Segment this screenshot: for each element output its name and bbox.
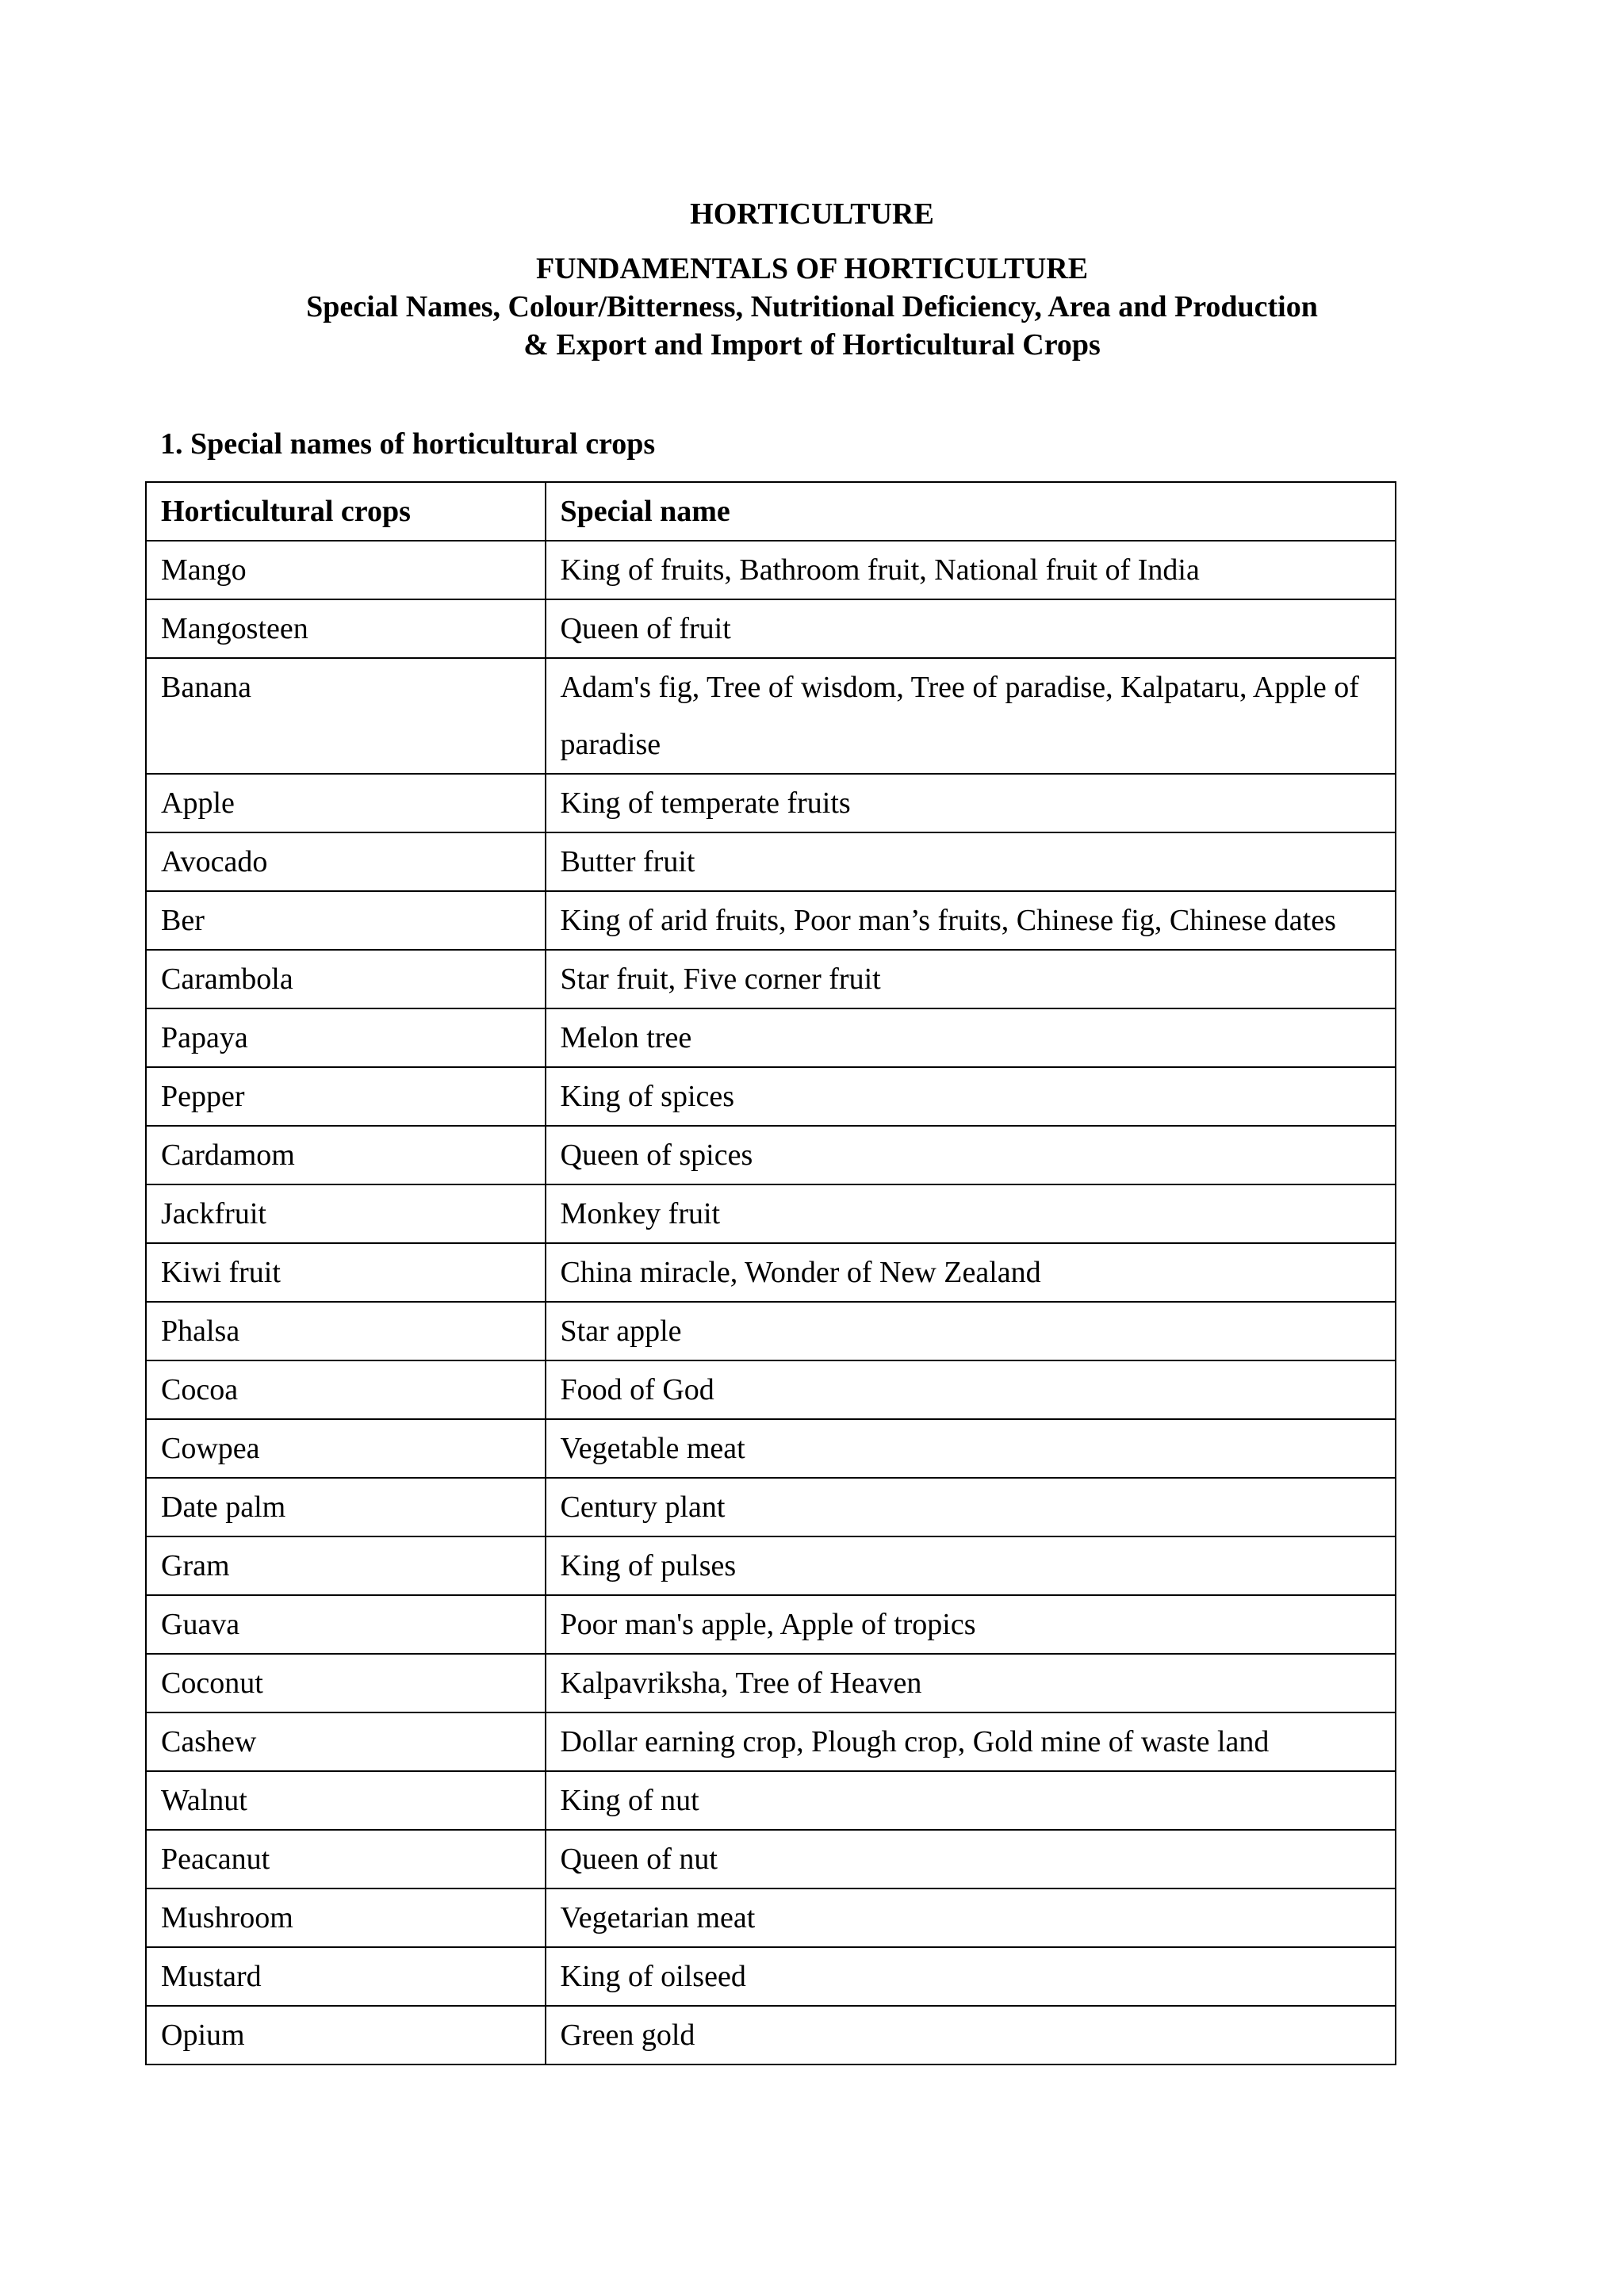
- table-row: [146, 1302, 1396, 1360]
- crop-cell: Cardamom: [146, 1126, 546, 1184]
- table-row: [146, 774, 1396, 832]
- crop-cell: Cocoa: [146, 1360, 546, 1419]
- table-row: [146, 832, 1396, 891]
- special-names-table: [145, 481, 1396, 2065]
- special-name-cell: Food of God: [546, 1360, 1396, 1419]
- table-row: [146, 1712, 1396, 1771]
- special-name-cell: Melon tree: [546, 1008, 1396, 1067]
- table-row: [146, 1360, 1396, 1419]
- table-row: [146, 1536, 1396, 1595]
- table-row: [146, 541, 1396, 599]
- special-name-cell: Butter fruit: [546, 832, 1396, 891]
- special-name-cell: Monkey fruit: [546, 1184, 1396, 1243]
- subtitle-line: & Export and Import of Horticultural Crops: [523, 328, 1101, 362]
- table-row: [146, 2006, 1396, 2064]
- crop-cell: Pepper: [146, 1067, 546, 1126]
- table-row: [146, 1595, 1396, 1654]
- special-name-cell: Vegetarian meat: [546, 1888, 1396, 1947]
- table-row: [146, 1008, 1396, 1067]
- special-name-cell: King of fruits, Bathroom fruit, National fruit of India: [546, 541, 1396, 599]
- crop-cell: Mangosteen: [146, 599, 546, 658]
- table-row: [146, 1771, 1396, 1830]
- column-header-crop: Horticultural crops: [146, 482, 546, 541]
- table-row: [146, 891, 1396, 950]
- special-name-cell: King of nut: [546, 1771, 1396, 1830]
- special-name-cell: King of pulses: [546, 1536, 1396, 1595]
- table-header-row: [146, 482, 1396, 541]
- crop-cell: Papaya: [146, 1008, 546, 1067]
- crop-cell: Cowpea: [146, 1419, 546, 1478]
- crop-cell: Mushroom: [146, 1888, 546, 1947]
- table-row: [146, 1419, 1396, 1478]
- table-row: [146, 1126, 1396, 1184]
- table-row: [146, 1243, 1396, 1302]
- table-row: [146, 1478, 1396, 1536]
- table-row: [146, 1947, 1396, 2006]
- crop-cell: Apple: [146, 774, 546, 832]
- document-title: HORTICULTURE: [690, 197, 934, 231]
- crop-cell: Ber: [146, 891, 546, 950]
- subtitle-line: FUNDAMENTALS OF HORTICULTURE: [535, 252, 1089, 285]
- special-name-cell: China miracle, Wonder of New Zealand: [546, 1243, 1396, 1302]
- crop-cell: Coconut: [146, 1654, 546, 1712]
- crop-cell: Date palm: [146, 1478, 546, 1536]
- crop-cell: Cashew: [146, 1712, 546, 1771]
- crop-cell: Opium: [146, 2006, 546, 2064]
- crop-cell: Peacanut: [146, 1830, 546, 1888]
- crop-cell: Carambola: [146, 950, 546, 1008]
- crop-cell: Mustard: [146, 1947, 546, 2006]
- table-row: [146, 1184, 1396, 1243]
- crop-cell: Jackfruit: [146, 1184, 546, 1243]
- document-subtitle: [0, 250, 1624, 364]
- table-row: [146, 658, 1396, 774]
- crop-cell: Phalsa: [146, 1302, 546, 1360]
- special-name-cell: Adam's fig, Tree of wisdom, Tree of paradise, Kalpataru, Apple of paradise: [546, 658, 1396, 774]
- special-name-cell: Queen of fruit: [546, 599, 1396, 658]
- crop-cell: Guava: [146, 1595, 546, 1654]
- crop-cell: Walnut: [146, 1771, 546, 1830]
- column-header-special-name: Special name: [546, 482, 1396, 541]
- crop-cell: Banana: [146, 658, 546, 774]
- crop-cell: Gram: [146, 1536, 546, 1595]
- special-name-cell: Star apple: [546, 1302, 1396, 1360]
- special-name-cell: King of oilseed: [546, 1947, 1396, 2006]
- special-name-cell: Queen of spices: [546, 1126, 1396, 1184]
- special-name-cell: Queen of nut: [546, 1830, 1396, 1888]
- section-heading: 1. Special names of horticultural crops: [160, 427, 656, 461]
- crop-cell: Kiwi fruit: [146, 1243, 546, 1302]
- table-row: [146, 1654, 1396, 1712]
- table-row: [146, 599, 1396, 658]
- subtitle-line: Special Names, Colour/Bitterness, Nutritional Deficiency, Area and Production: [306, 290, 1318, 323]
- table-row: [146, 1888, 1396, 1947]
- special-name-cell: Star fruit, Five corner fruit: [546, 950, 1396, 1008]
- crop-cell: Avocado: [146, 832, 546, 891]
- special-name-cell: King of arid fruits, Poor man’s fruits, Chinese fig, Chinese dates: [546, 891, 1396, 950]
- special-name-cell: Century plant: [546, 1478, 1396, 1536]
- crop-cell: Mango: [146, 541, 546, 599]
- special-name-cell: King of spices: [546, 1067, 1396, 1126]
- special-name-cell: King of temperate fruits: [546, 774, 1396, 832]
- table-row: [146, 1830, 1396, 1888]
- table-row: [146, 950, 1396, 1008]
- special-name-cell: Poor man's apple, Apple of tropics: [546, 1595, 1396, 1654]
- table-row: [146, 1067, 1396, 1126]
- special-name-cell: Vegetable meat: [546, 1419, 1396, 1478]
- special-name-cell: Kalpavriksha, Tree of Heaven: [546, 1654, 1396, 1712]
- special-name-cell: Dollar earning crop, Plough crop, Gold mine of waste land: [546, 1712, 1396, 1771]
- special-name-cell: Green gold: [546, 2006, 1396, 2064]
